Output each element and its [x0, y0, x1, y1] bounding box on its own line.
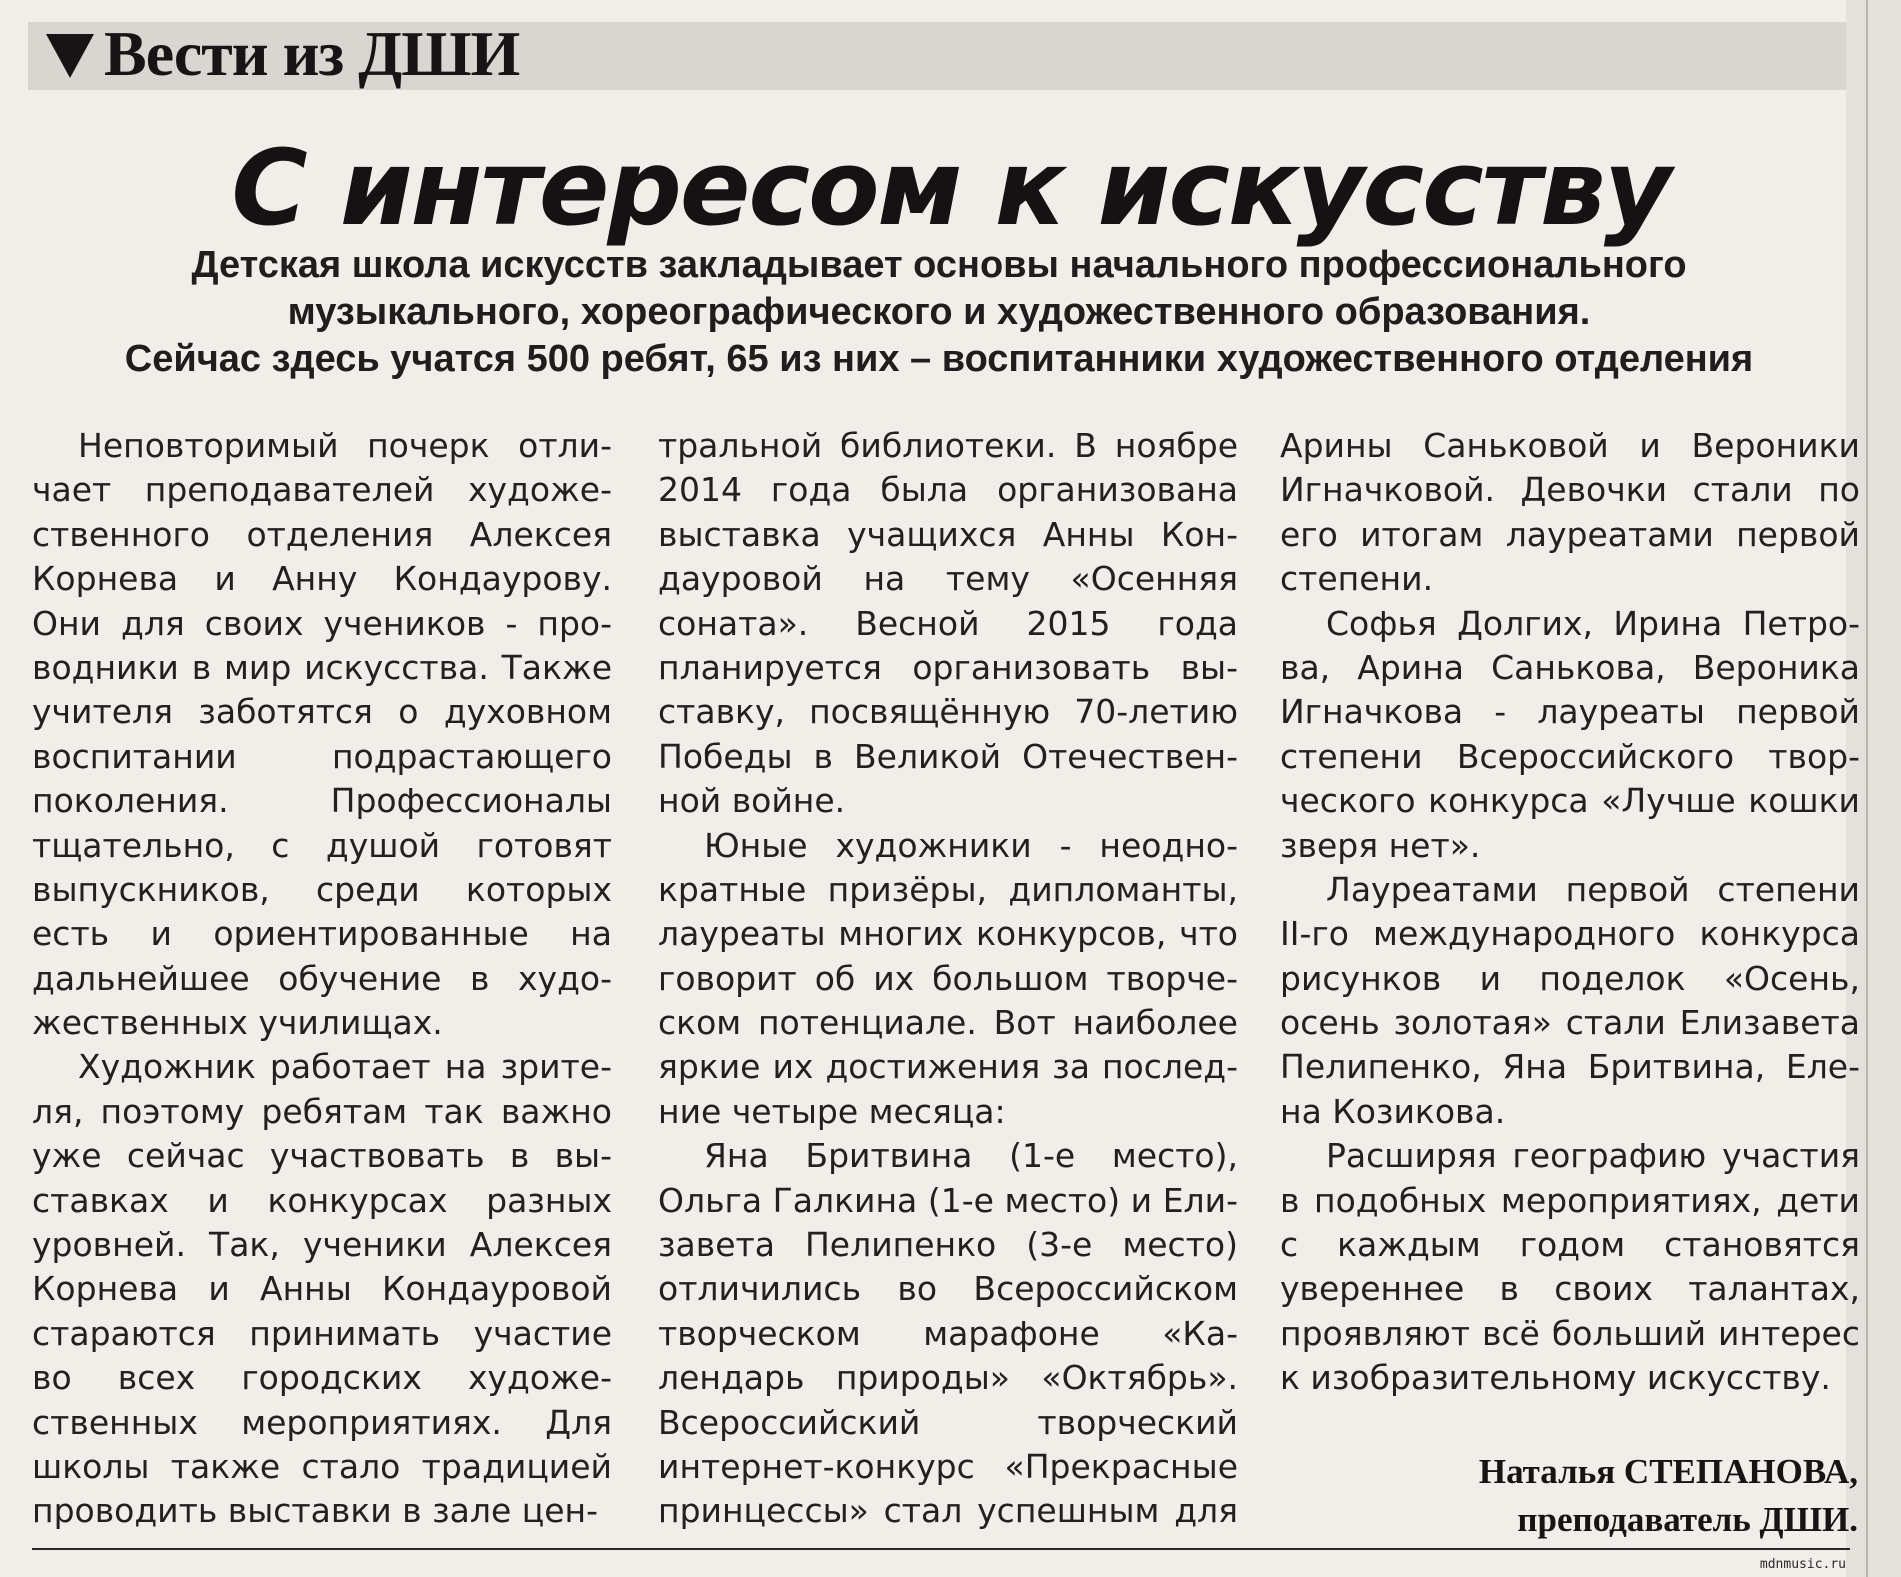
text-line: творческом марафоне «Ка-: [658, 1313, 1238, 1353]
text-line: чает преподавателей художе-: [32, 470, 612, 510]
text-line: тщательно, с душой готовят: [32, 825, 612, 865]
article-headline: С интересом к искусству: [231, 127, 1670, 249]
text-line: Яна Бритвина (1-е место),: [704, 1136, 1238, 1176]
text-line: Всероссийский творческий: [658, 1402, 1238, 1442]
lead-line: музыкального, хореографического и художественного образования.: [287, 291, 1591, 333]
text-line: ной войне.: [658, 781, 846, 821]
text-line: ческого конкурса «Лучше кошки: [1280, 781, 1860, 821]
text-line: осень золотая» стали Елизавета: [1280, 1003, 1860, 1043]
article-column-1: [32, 424, 612, 1534]
text-line: Художник работает на зрите-: [78, 1047, 612, 1087]
text-line: Лауреатами первой степени: [1326, 869, 1860, 909]
text-line: планируется организовать вы-: [658, 647, 1238, 687]
text-line: говорит об их большом творче-: [658, 958, 1238, 998]
text-line: 2014 года была организована: [658, 470, 1238, 510]
text-line: интернет-конкурс «Прекрасные: [658, 1446, 1238, 1486]
article-column-2: [658, 424, 1238, 1534]
text-line: уже сейчас участвовать в вы-: [32, 1136, 612, 1176]
text-line: водники в мир искусства. Также: [32, 647, 612, 687]
text-line: Игначковой. Девочки стали по: [1280, 470, 1860, 510]
article-column-3: [1280, 424, 1860, 1401]
text-line: дауровой на тему «Осенняя: [658, 559, 1238, 599]
text-line: выпускников, среди которых: [32, 869, 612, 909]
text-line: проявляют всё больший интерес: [1280, 1313, 1860, 1353]
text-line: ственных мероприятиях. Для: [32, 1402, 612, 1442]
text-line: завета Пелипенко (3-е место): [658, 1225, 1238, 1265]
text-line: Арины Саньковой и Вероники: [1280, 426, 1860, 465]
text-line: степени.: [1280, 559, 1434, 599]
text-line: принцессы» стал успешным для: [658, 1491, 1238, 1531]
text-line: дальнейшее обучение в худо-: [32, 958, 612, 998]
text-line: в подобных мероприятиях, дети: [1280, 1180, 1860, 1220]
text-line: к изобразительному искусству.: [1280, 1358, 1831, 1398]
text-line: школы также стало традицией: [32, 1446, 612, 1486]
text-line: Расширяя географию участия: [1326, 1136, 1860, 1176]
text-line: ственного отделения Алексея: [32, 514, 612, 554]
triangle-down-icon: [46, 34, 94, 78]
text-line: Корнева и Анны Кондауровой: [32, 1269, 612, 1309]
text-line: его итогам лауреатами первой: [1280, 514, 1860, 554]
text-line: Неповторимый почерк отли-: [78, 426, 612, 465]
text-line: уровней. Так, ученики Алексея: [32, 1225, 612, 1265]
watermark-text: mdnmusic.ru: [1759, 1557, 1846, 1572]
bottom-rule: [32, 1548, 1850, 1550]
text-line: Игначкова - лауреаты первой: [1280, 692, 1860, 732]
text-line: яркие их достижения за послед-: [658, 1047, 1238, 1087]
article-lead: [30, 242, 1848, 383]
text-line: ва, Арина Санькова, Вероника: [1280, 647, 1860, 687]
text-line: Юные художники - неодно-: [704, 825, 1238, 865]
text-line: учителя заботятся о духовном: [32, 692, 612, 732]
text-line: Пелипенко, Яна Бритвина, Еле-: [1280, 1047, 1860, 1087]
text-line: ля, поэтому ребятам так важно: [32, 1091, 612, 1131]
text-line: лендарь природы» «Октябрь».: [658, 1358, 1238, 1398]
signature-role: преподаватель ДШИ.: [1517, 1500, 1858, 1539]
text-line: выставка учащихся Анны Кон-: [658, 514, 1238, 554]
text-line: отличились во Всероссийском: [658, 1269, 1238, 1309]
text-line: Корнева и Анну Кондаурову.: [32, 559, 612, 599]
text-line: II-го международного конкурса: [1280, 914, 1860, 954]
text-line: Победы в Великой Отечествен-: [658, 736, 1238, 776]
text-line: ставках и конкурсах разных: [32, 1180, 612, 1220]
text-line: ние четыре месяца:: [658, 1091, 1006, 1131]
text-line: Ольга Галкина (1-е место) и Ели-: [658, 1180, 1238, 1220]
text-line: с каждым годом становятся: [1280, 1225, 1860, 1265]
text-line: на Козикова.: [1280, 1091, 1506, 1131]
text-line: поколения. Профессионалы: [32, 781, 612, 821]
text-line: Они для своих учеников - про-: [32, 603, 612, 643]
text-line: воспитании подрастающего: [32, 736, 612, 776]
text-line: проводить выставки в зале цен-: [32, 1491, 599, 1531]
text-line: степени Всероссийского твор-: [1280, 736, 1860, 776]
text-line: жественных училищах.: [32, 1003, 443, 1043]
text-line: увереннее в своих талантах,: [1280, 1269, 1860, 1309]
text-line: соната». Весной 2015 года: [658, 603, 1238, 643]
rubric-title: Вести из ДШИ: [104, 18, 520, 89]
text-line: ском потенциале. Вот наиболее: [658, 1003, 1238, 1043]
text-line: во всех городских художе-: [32, 1358, 612, 1398]
lead-line: Сейчас здесь учатся 500 ребят, 65 из них – воспитанники художественного отделения: [124, 338, 1754, 380]
text-line: рисунков и поделок «Осень,: [1280, 958, 1860, 998]
lead-line: Детская школа искусств закладывает основы начального профессионального: [191, 244, 1687, 286]
text-line: Софья Долгих, Ирина Петро-: [1326, 603, 1860, 643]
text-line: зверя нет».: [1280, 825, 1481, 865]
text-line: есть и ориентированные на: [32, 914, 612, 954]
text-line: стараются принимать участие: [32, 1313, 612, 1353]
text-line: тральной библиотеки. В ноябре: [658, 426, 1238, 465]
text-line: лауреаты многих конкурсов, что: [658, 914, 1238, 954]
signature-author: Наталья СТЕПАНОВА,: [1478, 1452, 1858, 1491]
article-signature: [1290, 1448, 1858, 1544]
text-line: ставку, посвящённую 70-летию: [658, 692, 1238, 732]
text-line: кратные призёры, дипломанты,: [658, 869, 1238, 909]
